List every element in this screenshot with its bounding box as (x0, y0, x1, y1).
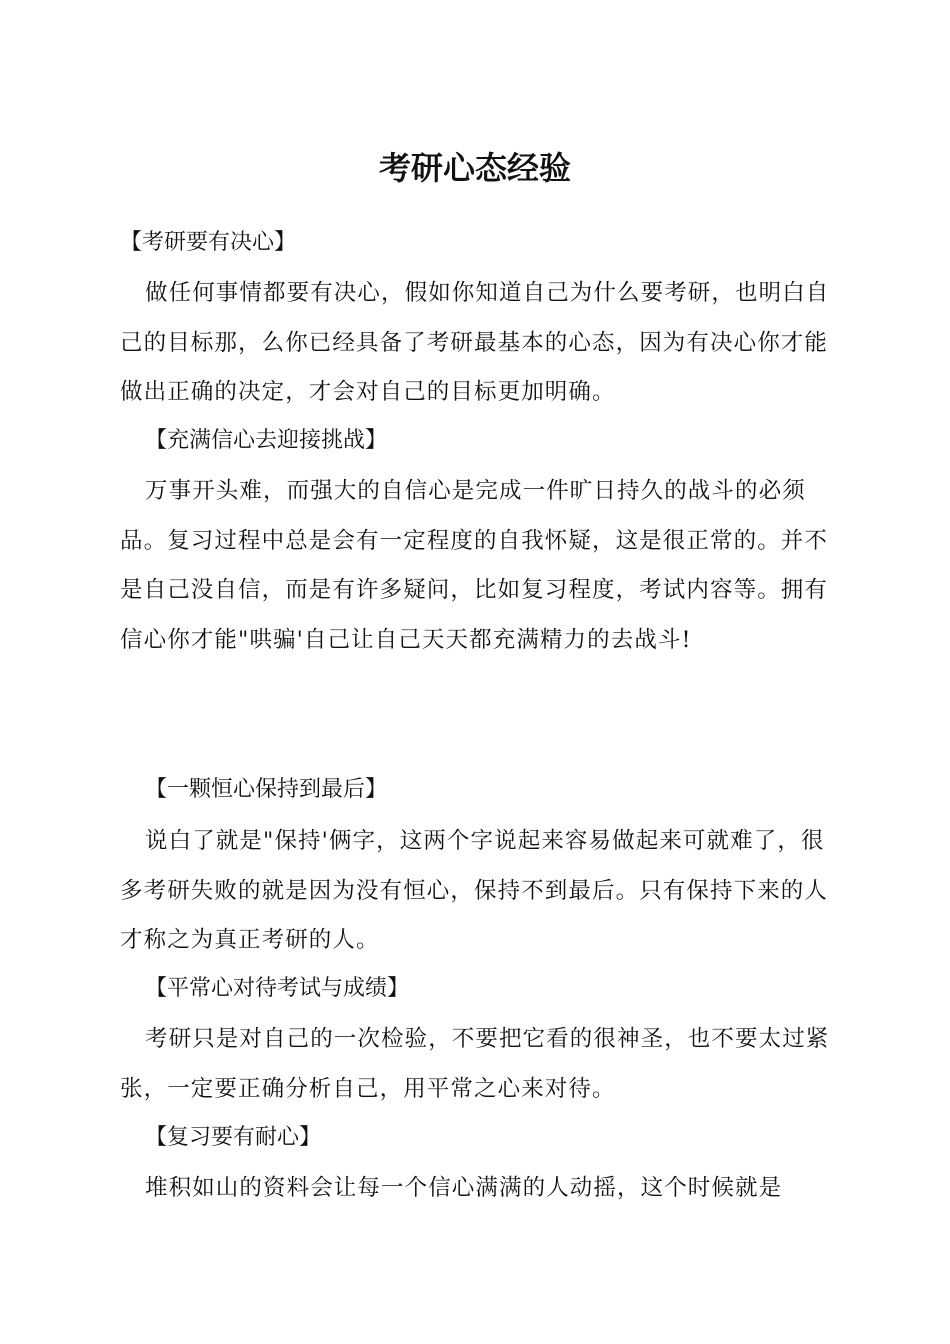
section-heading-patience: 【复习要有耐心】 (145, 1125, 322, 1150)
section-body-patience: 堆积如山的资料会让每一个信心满满的人动摇，这个时候就是 (145, 1175, 783, 1201)
section-body-determination: 做任何事情都要有决心，假如你知道自己为什么要考研，也明白自己的目标那，么你已经具备了考研最基本的心态，因为有决心你才能做出正确的决定，才会对自己的目标更加明确。 (120, 280, 830, 405)
section-heading-calm-mind: 【平常心对待考试与成绩】 (145, 976, 410, 1001)
section-body-confidence: 万事开头难，而强大的自信心是完成一件旷日持久的战斗的必须品。复习过程中总是会有一定程度的自我怀疑，这是很正常的。并不是自己没自信，而是有许多疑问，比如复习程度，考试内容等。拥有信心你才能"哄骗'自己让自己天天都充满精力的去战斗! (120, 478, 829, 653)
section-heading-determination: 【考研要有决心】 (120, 230, 297, 255)
section-heading-perseverance: 【一颗恒心保持到最后】 (145, 777, 388, 802)
document-title: 考研心态经验 (378, 149, 571, 187)
section-body-perseverance: 说白了就是"保持'俩字，这两个字说起来容易做起来可就难了，很多考研失败的就是因为没有恒心，保持不到最后。只有保持下来的人才称之为真正考研的人。 (120, 828, 829, 953)
section-body-calm-mind: 考研只是对自己的一次检验，不要把它看的很神圣，也不要太过紧张，一定要正确分析自己，用平常之心来对待。 (120, 1026, 830, 1102)
section-heading-confidence: 【充满信心去迎接挑战】 (145, 428, 388, 453)
